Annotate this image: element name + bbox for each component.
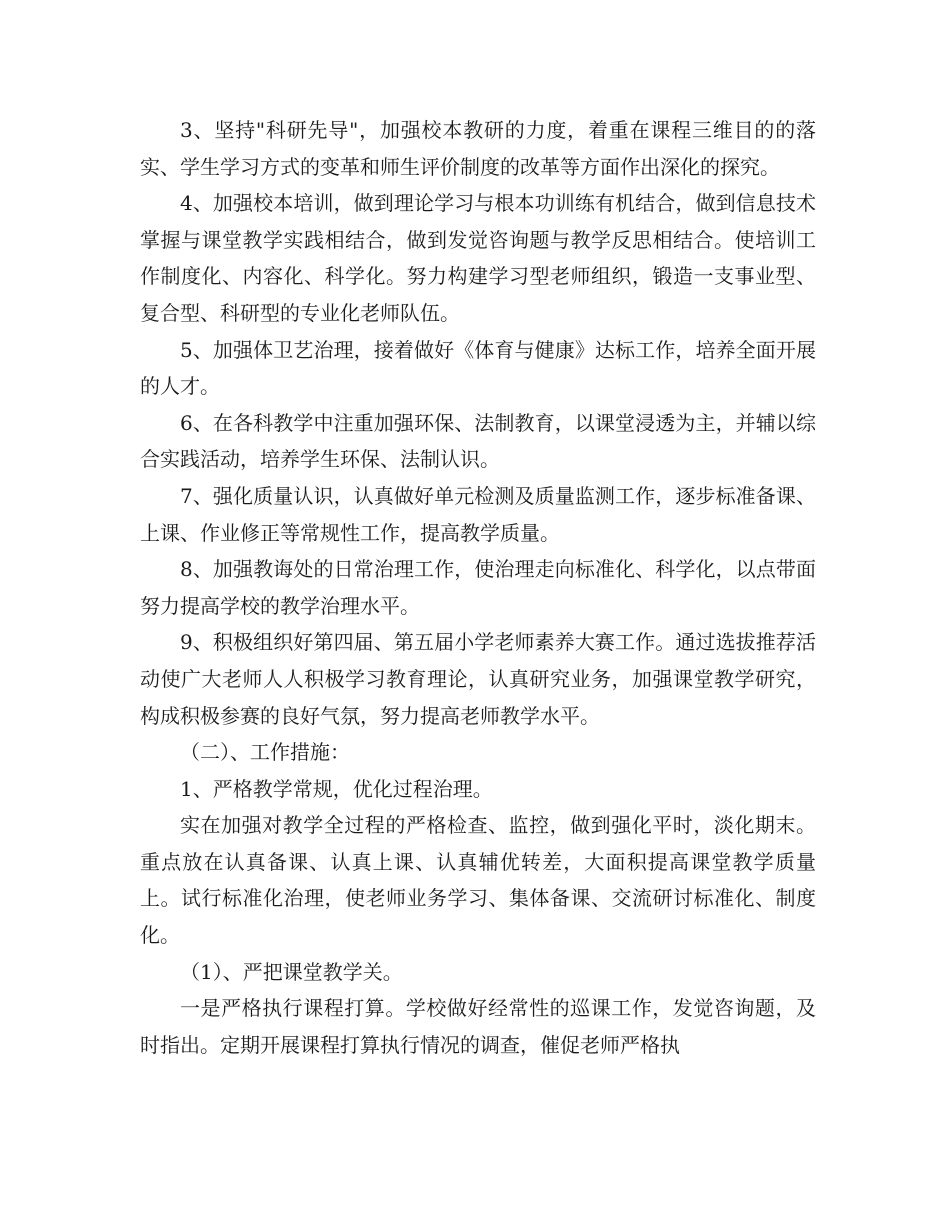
- measure-heading-1: 1、严格教学常规，优化过程治理。: [180, 776, 493, 801]
- paragraph-item-5: 5、加强体卫艺治理，接着做好《体育与健康》达标工作，培养全面开展的人才。: [140, 337, 816, 399]
- paragraph-item-8: 8、加强教诲处的日常治理工作，使治理走向标准化、科学化，以点带面努力提高学校的教学治理水平。: [140, 557, 816, 618]
- section-heading-measures: （二）、工作措施：: [180, 740, 350, 765]
- paragraph-item-3: 3、坚持"科研先导"，加强校本教研的力度，着重在课程三维目的的落实、学生学习方式的变革和师生评价制度的改革等方面作出深化的探究。: [140, 118, 816, 179]
- sub-heading-classroom: （1）、严把课堂教学关。: [180, 959, 403, 984]
- paragraph-item-9: 9、积极组织好第四届、第五届小学老师素养大赛工作。通过选拔推荐活动使广大老师人人积极学习教育理论，认真研究业务，加强课堂教学研究，构成积极参赛的良好气氛，努力提高老师教学水平。: [140, 630, 816, 728]
- paragraph-item-6: 6、在各科教学中注重加强环保、法制教育，以课堂浸透为主，并辅以综合实践活动，培养学生环保、法制认识。: [140, 410, 816, 472]
- paragraph-item-4: 4、加强校本培训，做到理论学习与根本功训练有机结合，做到信息技术掌握与课堂教学实践相结合，做到发觉咨询题与教学反思相结合。使培训工作制度化、内容化、科学化。努力构建学习型老师组织，锻造一支事业型、复合型、科研型的专业化老师队伍。: [140, 191, 816, 325]
- paragraph-course-plan: 一是严格执行课程打算。学校做好经常性的巡课工作，发觉咨询题，及时指出。定期开展课程打算执行情况的调查，催促老师严格执: [140, 996, 816, 1057]
- paragraph-item-7: 7、强化质量认识，认真做好单元检测及质量监测工作，逐步标准备课、上课、作业修正等常规性工作，提高教学质量。: [140, 483, 816, 545]
- measure-body-paragraph: 实在加强对教学全过程的严格检查、监控，做到强化平时，淡化期末。重点放在认真备课、认真上课、认真辅优转差，大面积提高课堂教学质量上。试行标准化治理，使老师业务学习、集体备课、交流研讨标准化、制度化。: [140, 813, 816, 948]
